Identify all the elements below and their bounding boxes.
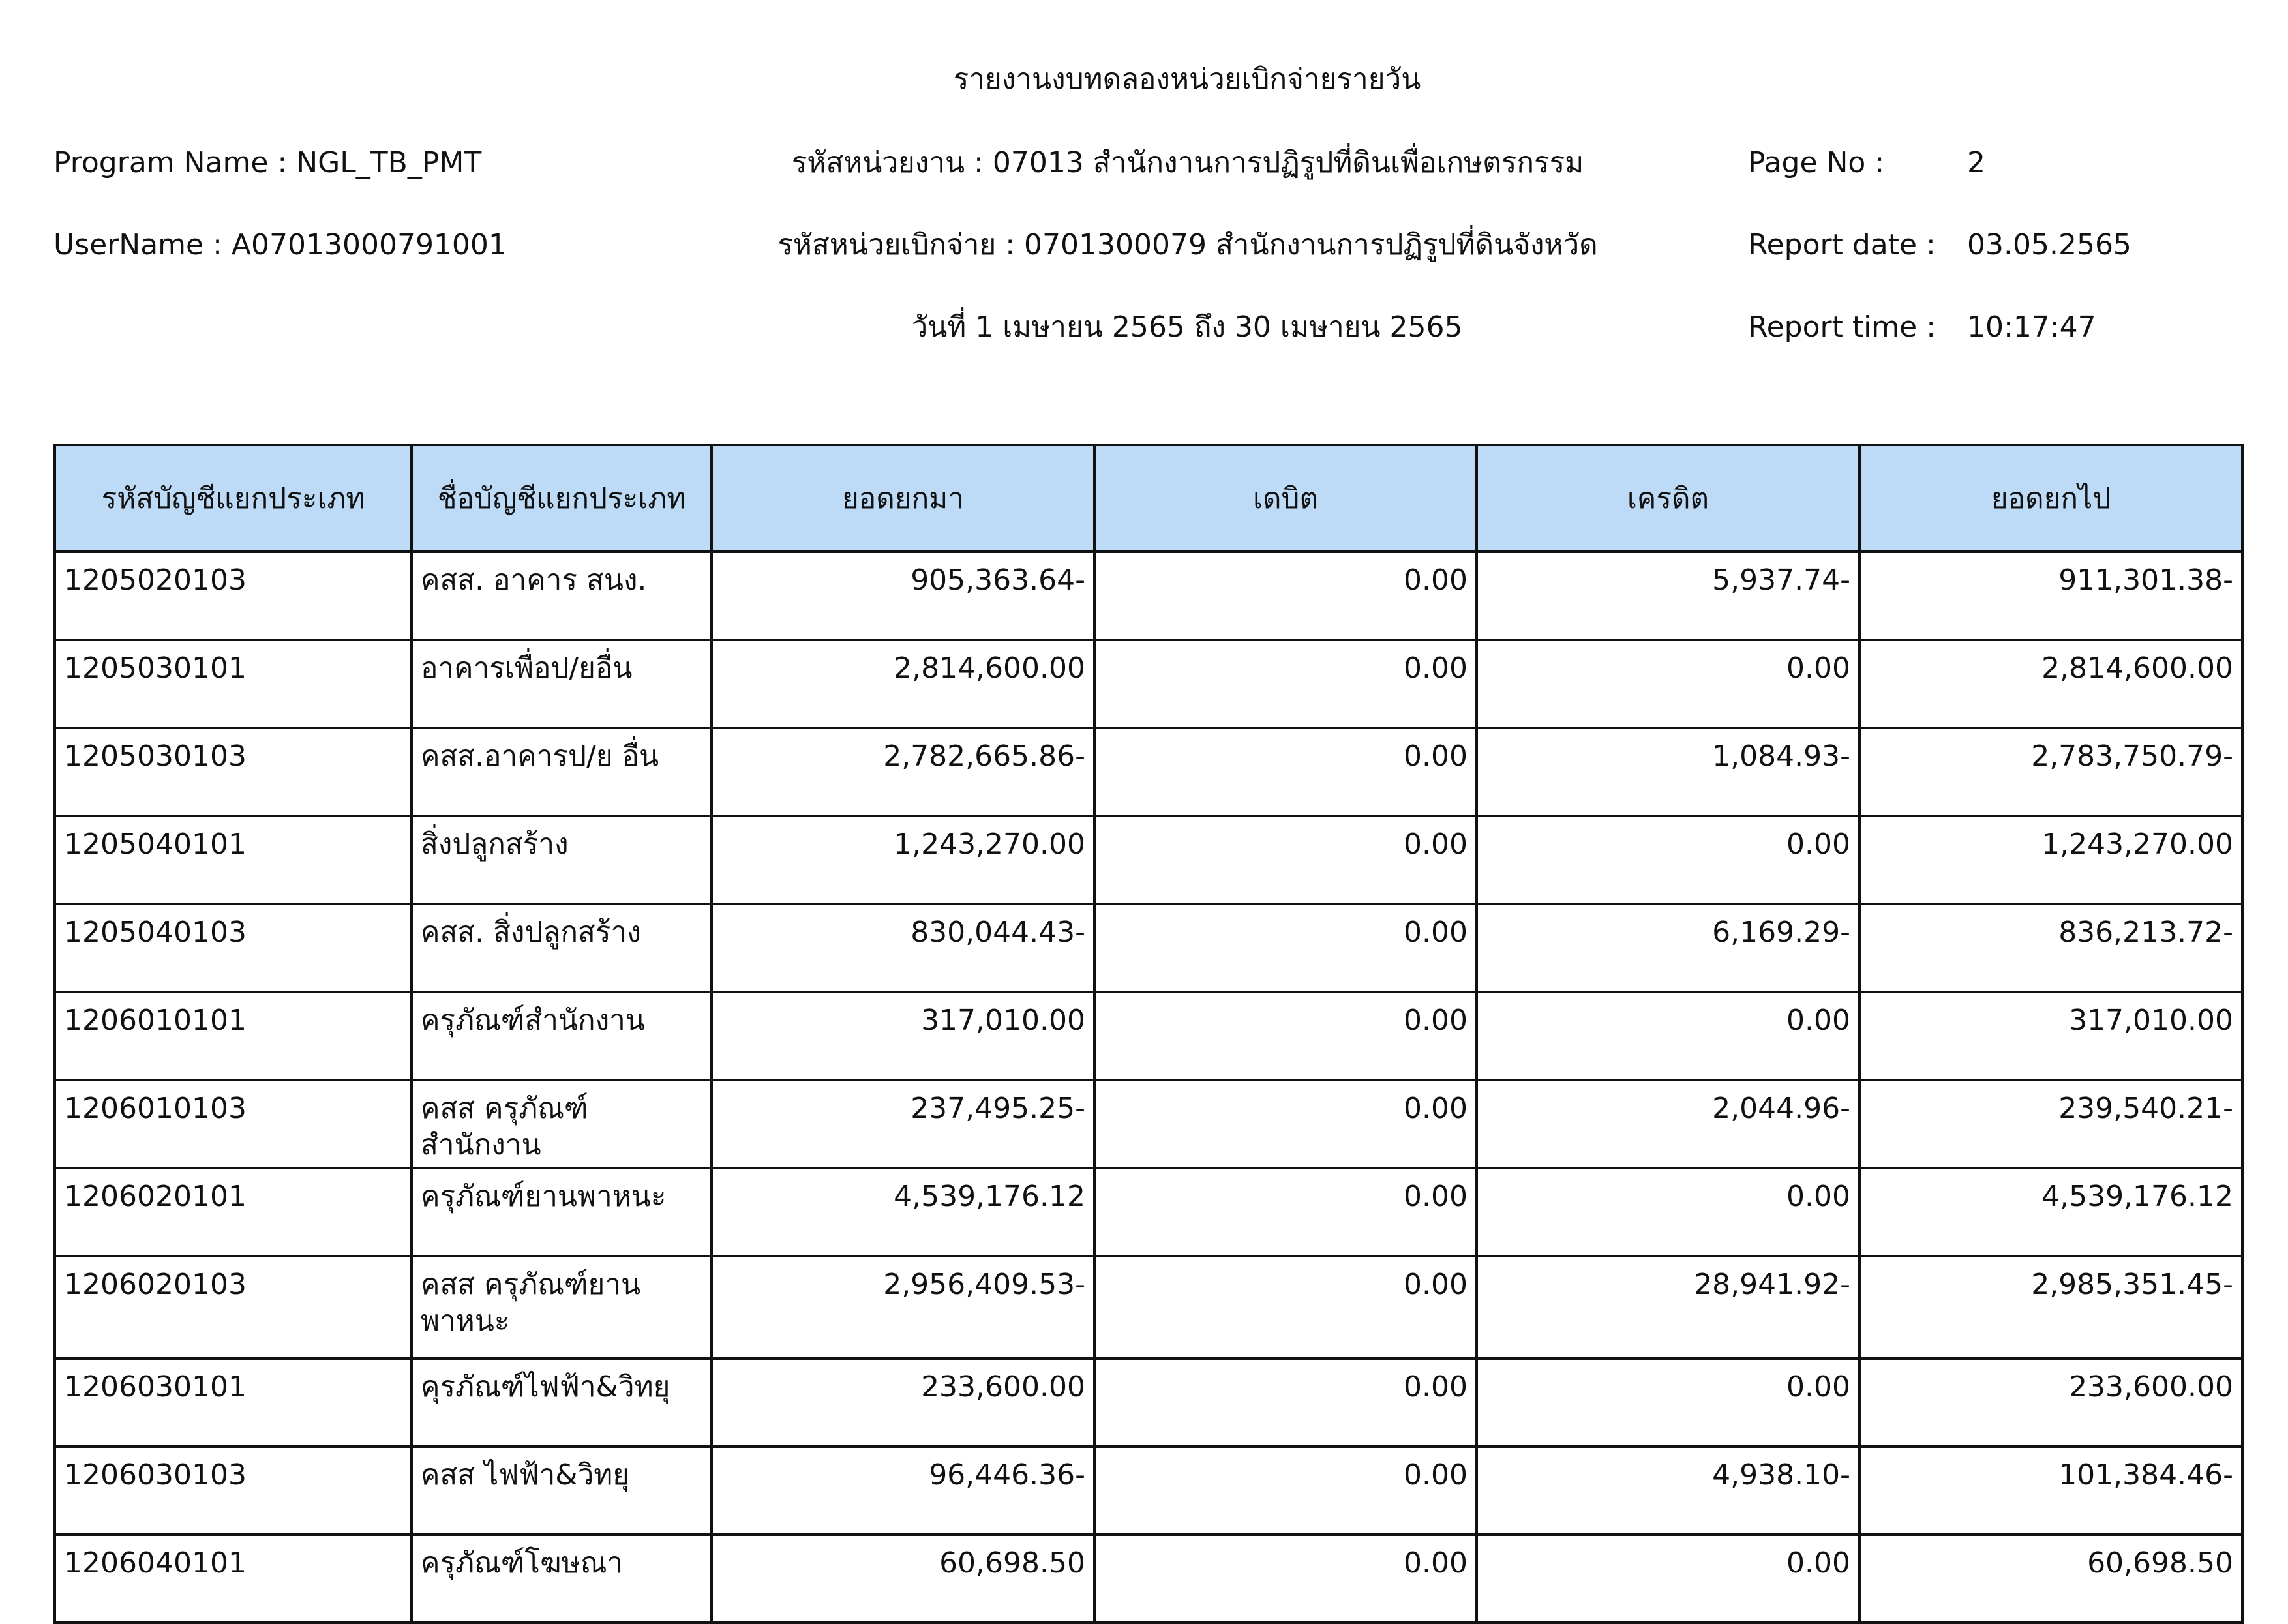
col-header-credit: เครดิต xyxy=(1477,445,1859,552)
credit-cell: 6,169.29- xyxy=(1477,904,1859,992)
closing-balance-cell: 911,301.38- xyxy=(1859,552,2242,640)
opening-balance-cell: 905,363.64- xyxy=(712,552,1094,640)
credit-cell: 5,937.74- xyxy=(1477,552,1859,640)
account-code-cell: 1206020101 xyxy=(55,1168,412,1256)
credit-cell: 0.00 xyxy=(1477,1535,1859,1623)
closing-balance-cell: 2,985,351.45- xyxy=(1859,1256,2242,1359)
credit-cell: 0.00 xyxy=(1477,992,1859,1080)
account-code-cell: 1205020103 xyxy=(55,552,412,640)
table-row xyxy=(55,640,2242,728)
credit-cell: 0.00 xyxy=(1477,1168,1859,1256)
opening-balance-cell: 237,495.25- xyxy=(712,1080,1094,1168)
report-date-label: Report date : xyxy=(1748,228,1936,262)
account-name-cell: อาคารเพื่อป/ยอื่น xyxy=(412,640,712,728)
table-row xyxy=(55,1168,2242,1256)
account-name-cell: คสส ครุภัณฑ์สำนักงาน xyxy=(412,1080,712,1168)
report-time-value: 10:17:47 xyxy=(1967,310,2096,344)
report-title: รายงานงบทดลองหน่วยเบิกจ่ายรายวัน xyxy=(953,63,1421,96)
closing-balance-cell: 836,213.72- xyxy=(1859,904,2242,992)
debit-cell: 0.00 xyxy=(1094,1168,1477,1256)
table-header xyxy=(55,445,2242,552)
credit-cell: 4,938.10- xyxy=(1477,1447,1859,1535)
debit-cell: 0.00 xyxy=(1094,816,1477,904)
table-row xyxy=(55,992,2242,1080)
table-row xyxy=(55,1359,2242,1447)
account-name-cell: คสส ครุภัณฑ์ยานพาหนะ xyxy=(412,1256,712,1359)
account-name-cell: ครุภัณฑ์โฆษณา xyxy=(412,1535,712,1623)
closing-balance-cell: 2,783,750.79- xyxy=(1859,728,2242,816)
report-period: วันที่ 1 เมษายน 2565 ถึง 30 เมษายน 2565 xyxy=(911,310,1463,344)
disbursing-unit: รหัสหน่วยเบิกจ่าย : 0701300079 สำนักงานการปฏิรูปที่ดินจังหวัด xyxy=(777,228,1598,262)
credit-cell: 0.00 xyxy=(1477,640,1859,728)
closing-balance-cell: 239,540.21- xyxy=(1859,1080,2242,1168)
program-name: Program Name : NGL_TB_PMT xyxy=(53,146,482,179)
closing-balance-cell: 60,698.50 xyxy=(1859,1535,2242,1623)
account-name-cell: คสส. สิ่งปลูกสร้าง xyxy=(412,904,712,992)
closing-balance-cell: 1,243,270.00 xyxy=(1859,816,2242,904)
opening-balance-cell: 317,010.00 xyxy=(712,992,1094,1080)
credit-cell: 0.00 xyxy=(1477,1359,1859,1447)
table-body xyxy=(55,552,2242,1623)
opening-balance-cell: 233,600.00 xyxy=(712,1359,1094,1447)
account-name-cell: คุรภัณฑ์ไฟฟ้า&วิทยุ xyxy=(412,1359,712,1447)
account-code-cell: 1206010103 xyxy=(55,1080,412,1168)
col-header-account-name: ชื่อบัญชีแยกประเภท xyxy=(412,445,712,552)
account-name-cell: คสส. อาคาร สนง. xyxy=(412,552,712,640)
table-row xyxy=(55,1256,2242,1359)
debit-cell: 0.00 xyxy=(1094,904,1477,992)
account-code-cell: 1206040101 xyxy=(55,1535,412,1623)
agency-code: รหัสหน่วยงาน : 07013 สำนักงานการปฏิรูปที่ดินเพื่อเกษตรกรรม xyxy=(791,146,1584,179)
account-code-cell: 1205040103 xyxy=(55,904,412,992)
table-row xyxy=(55,816,2242,904)
account-code-cell: 1205030103 xyxy=(55,728,412,816)
opening-balance-cell: 96,446.36- xyxy=(712,1447,1094,1535)
table-row xyxy=(55,904,2242,992)
closing-balance-cell: 233,600.00 xyxy=(1859,1359,2242,1447)
account-name-cell: คสส ไฟฟ้า&วิทยุ xyxy=(412,1447,712,1535)
opening-balance-cell: 830,044.43- xyxy=(712,904,1094,992)
table-row xyxy=(55,552,2242,640)
account-code-cell: 1206020103 xyxy=(55,1256,412,1359)
account-code-cell: 1206010101 xyxy=(55,992,412,1080)
account-code-cell: 1205030101 xyxy=(55,640,412,728)
report-date-value: 03.05.2565 xyxy=(1967,228,2131,262)
table-row xyxy=(55,1080,2242,1168)
closing-balance-cell: 317,010.00 xyxy=(1859,992,2242,1080)
debit-cell: 0.00 xyxy=(1094,1447,1477,1535)
account-name-cell: ครุภัณฑ์สำนักงาน xyxy=(412,992,712,1080)
col-header-opening-balance: ยอดยกมา xyxy=(712,445,1094,552)
page-no-value: 2 xyxy=(1967,146,1985,179)
table-row xyxy=(55,1535,2242,1623)
trial-balance-table xyxy=(53,444,2244,1624)
opening-balance-cell: 2,956,409.53- xyxy=(712,1256,1094,1359)
page-no-label: Page No : xyxy=(1748,146,1885,179)
col-header-debit: เดบิต xyxy=(1094,445,1477,552)
debit-cell: 0.00 xyxy=(1094,992,1477,1080)
account-code-cell: 1206030101 xyxy=(55,1359,412,1447)
closing-balance-cell: 2,814,600.00 xyxy=(1859,640,2242,728)
account-code-cell: 1205040101 xyxy=(55,816,412,904)
opening-balance-cell: 2,814,600.00 xyxy=(712,640,1094,728)
closing-balance-cell: 4,539,176.12 xyxy=(1859,1168,2242,1256)
credit-cell: 1,084.93- xyxy=(1477,728,1859,816)
account-code-cell: 1206030103 xyxy=(55,1447,412,1535)
col-header-closing-balance: ยอดยกไป xyxy=(1859,445,2242,552)
table-row xyxy=(55,1447,2242,1535)
debit-cell: 0.00 xyxy=(1094,640,1477,728)
debit-cell: 0.00 xyxy=(1094,728,1477,816)
opening-balance-cell: 4,539,176.12 xyxy=(712,1168,1094,1256)
opening-balance-cell: 2,782,665.86- xyxy=(712,728,1094,816)
debit-cell: 0.00 xyxy=(1094,1359,1477,1447)
header-row xyxy=(55,445,2242,552)
credit-cell: 28,941.92- xyxy=(1477,1256,1859,1359)
debit-cell: 0.00 xyxy=(1094,1080,1477,1168)
credit-cell: 0.00 xyxy=(1477,816,1859,904)
debit-cell: 0.00 xyxy=(1094,1256,1477,1359)
account-name-cell: คสส.อาคารป/ย อื่น xyxy=(412,728,712,816)
credit-cell: 2,044.96- xyxy=(1477,1080,1859,1168)
table-row xyxy=(55,728,2242,816)
opening-balance-cell: 60,698.50 xyxy=(712,1535,1094,1623)
debit-cell: 0.00 xyxy=(1094,1535,1477,1623)
report-time-label: Report time : xyxy=(1748,310,1936,344)
debit-cell: 0.00 xyxy=(1094,552,1477,640)
closing-balance-cell: 101,384.46- xyxy=(1859,1447,2242,1535)
username: UserName : A07013000791001 xyxy=(53,228,507,262)
account-name-cell: สิ่งปลูกสร้าง xyxy=(412,816,712,904)
account-name-cell: ครุภัณฑ์ยานพาหนะ xyxy=(412,1168,712,1256)
opening-balance-cell: 1,243,270.00 xyxy=(712,816,1094,904)
col-header-account-code: รหัสบัญชีแยกประเภท xyxy=(55,445,412,552)
